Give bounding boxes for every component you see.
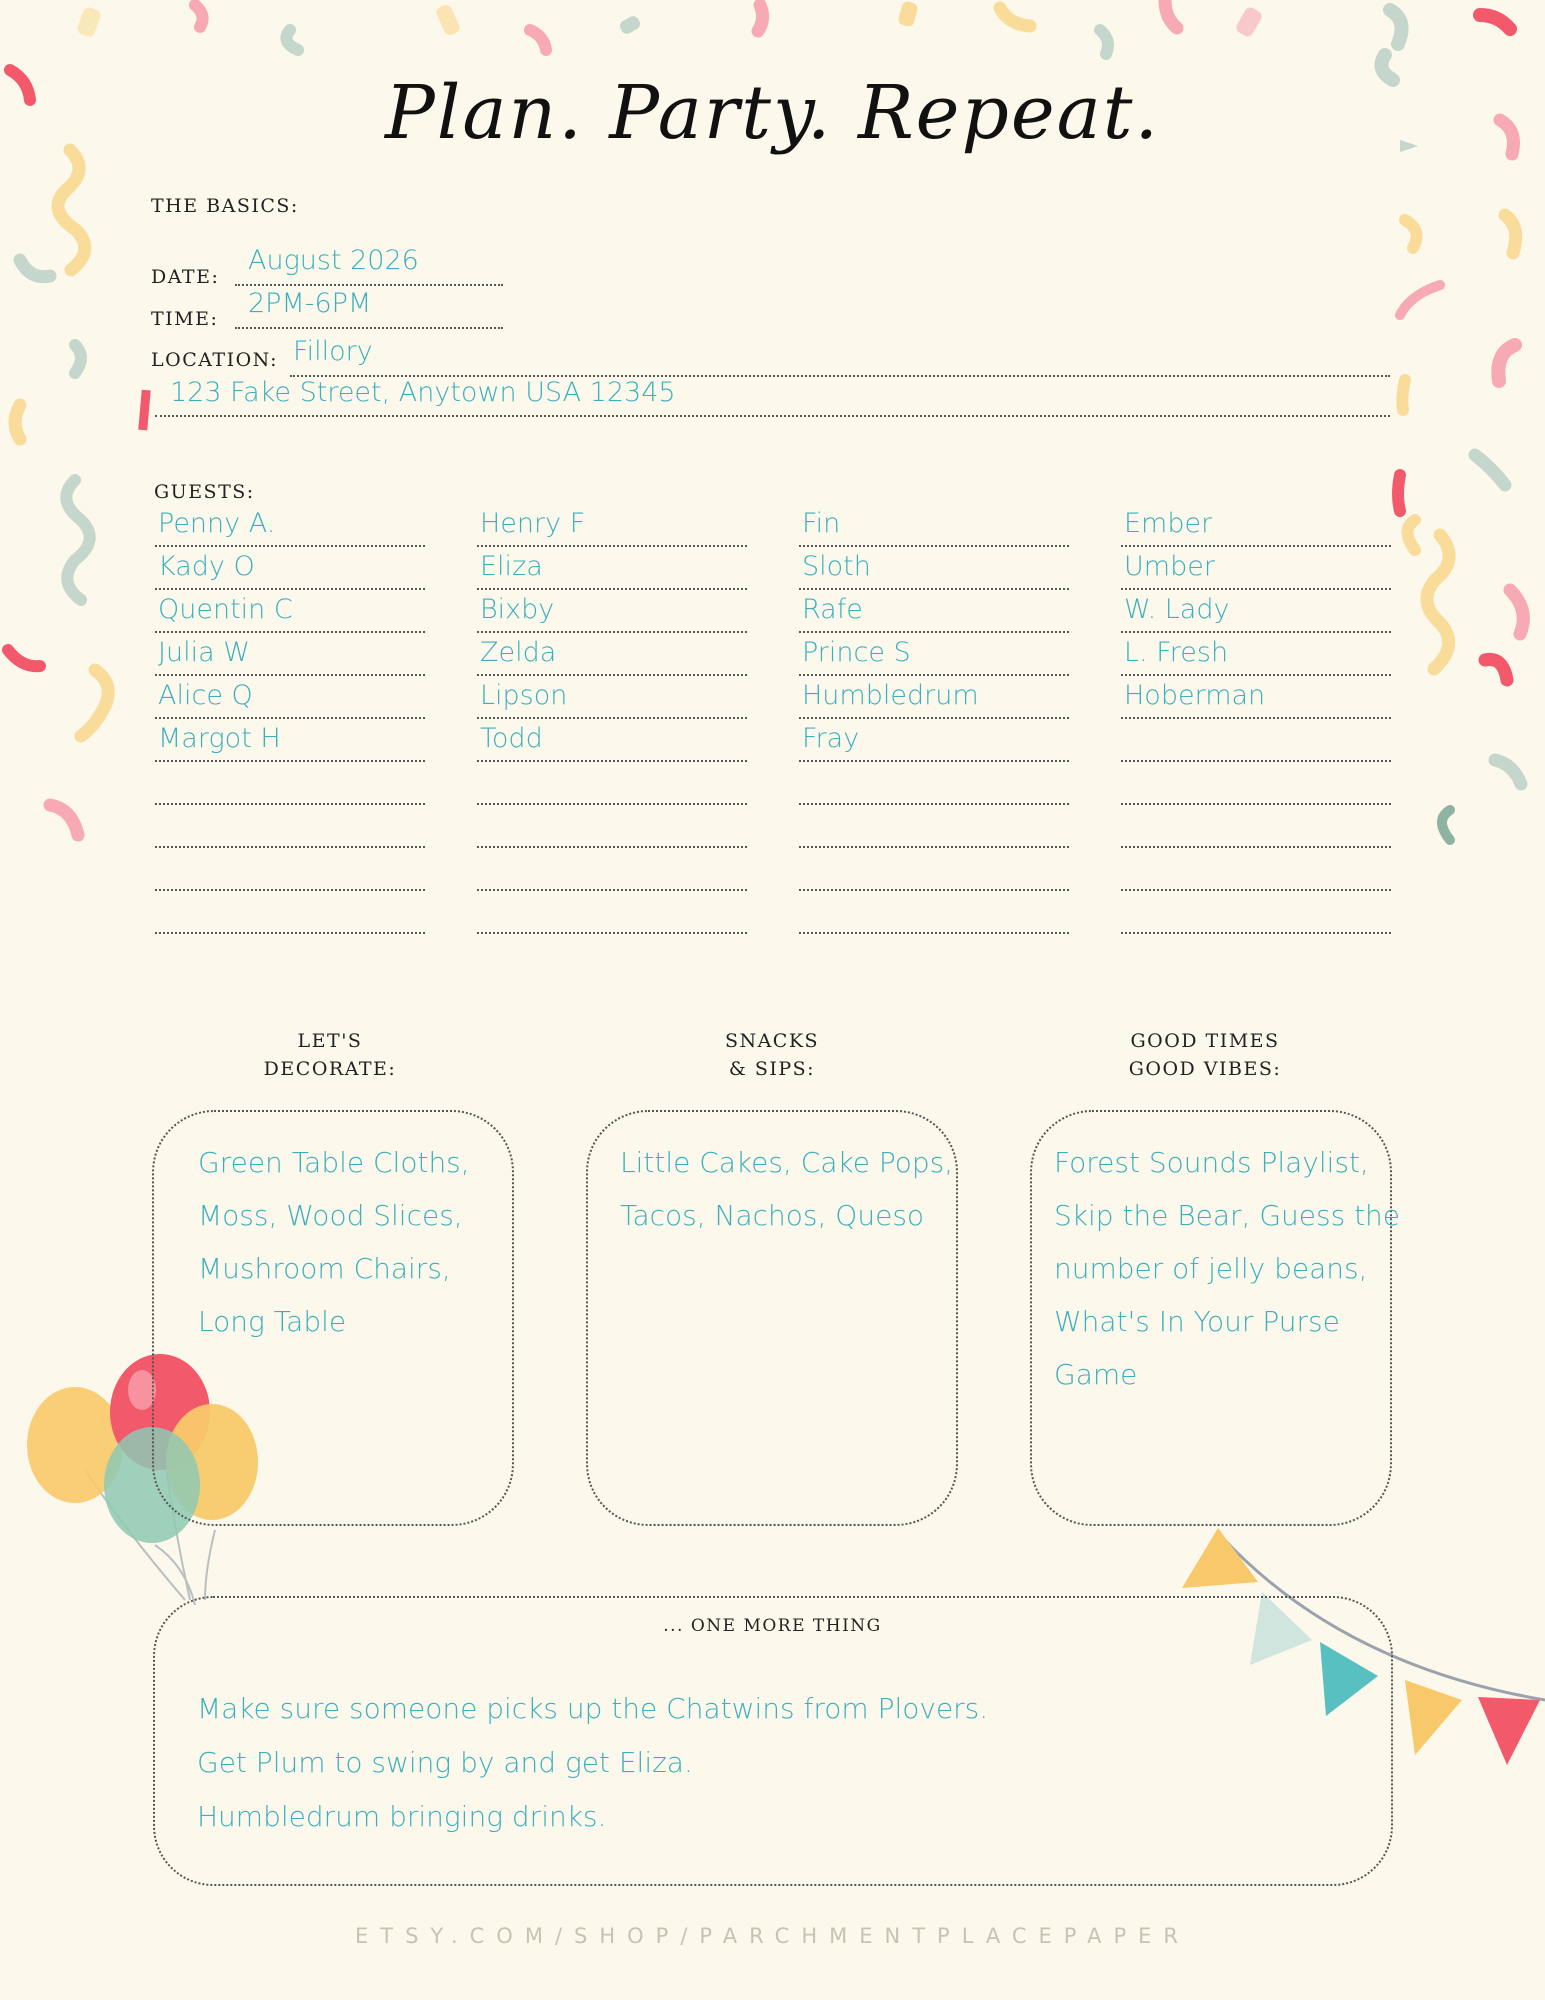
guest-line [477,932,747,934]
guest-line [1121,674,1391,676]
decorate-heading-line1: LET'S [297,1030,363,1052]
guest-line [799,803,1069,805]
section-item: What's In Your Purse [1054,1305,1340,1338]
section-item: Moss, Wood Slices, [198,1199,463,1232]
one-more-thing-box [153,1596,1393,1886]
guest-name: Eliza [480,551,543,582]
time-label: TIME: [151,308,219,330]
guest-name: Zelda [480,637,557,668]
guest-line [1121,717,1391,719]
address-value: 123 Fake Street, Anytown USA 12345 [170,377,676,408]
guest-name: Fray [802,723,860,754]
guest-line [155,846,425,848]
good-times-heading-line2: GOOD VIBES: [1128,1058,1282,1080]
good-times-heading [1075,1027,1335,1083]
section-item: Green Table Cloths, [198,1146,470,1179]
guest-line [1121,588,1391,590]
good-times-heading-line1: GOOD TIMES [1130,1030,1280,1052]
guest-line [155,760,425,762]
guest-line [155,803,425,805]
guests-heading: GUESTS: [154,481,255,503]
guest-name: Umber [1124,551,1215,582]
section-item: Long Table [198,1305,347,1338]
note-item: Get Plum to swing by and get Eliza. [197,1746,693,1779]
decorate-heading-line2: DECORATE: [263,1058,397,1080]
snacks-heading-line1: SNACKS [724,1030,820,1052]
section-item: Skip the Bear, Guess the [1054,1199,1401,1232]
one-more-thing-heading: ... ONE MORE THING [663,1616,882,1636]
section-item: number of jelly beans, [1054,1252,1368,1285]
guest-line [477,717,747,719]
section-item: Game [1054,1358,1138,1391]
guest-line [155,545,425,547]
date-label: DATE: [151,266,220,288]
guest-line [799,631,1069,633]
guest-name: Julia W [158,637,250,668]
note-item: Humbledrum bringing drinks. [197,1800,607,1833]
guest-line [477,588,747,590]
page-title: Plan. Party. Repeat. [384,70,1161,156]
guest-name: Hoberman [1124,680,1266,711]
footer-url: ETSY.COM/SHOP/PARCHMENTPLACEPAPER [354,1924,1191,1948]
guest-name: Todd [480,723,543,754]
guest-name: Alice Q [158,680,253,711]
guest-name: Penny A. [158,508,276,539]
guest-line [799,545,1069,547]
guest-line [799,846,1069,848]
guest-line [477,674,747,676]
guest-name: Lipson [480,680,568,711]
guest-line [1121,932,1391,934]
guest-line [799,588,1069,590]
guest-name: Prince S [802,637,911,668]
location-value: Fillory [293,336,373,367]
guest-line [1121,545,1391,547]
guest-line [799,717,1069,719]
guest-name: Bixby [480,594,555,625]
guest-name: Ember [1124,508,1213,539]
guest-line [799,760,1069,762]
guest-line [799,932,1069,934]
guest-name: Margot H [158,723,281,754]
guest-name: Fin [802,508,841,539]
section-item: Little Cakes, Cake Pops, [620,1146,954,1179]
date-value: August 2026 [248,245,419,276]
guest-line [477,631,747,633]
guest-name: Sloth [802,551,871,582]
decorate-heading [200,1027,460,1083]
section-item: Tacos, Nachos, Queso [620,1199,925,1232]
guest-line [155,588,425,590]
section-item: Forest Sounds Playlist, [1054,1146,1369,1179]
guest-line [477,803,747,805]
location-label: LOCATION: [151,349,279,371]
guest-line [155,674,425,676]
guest-line [155,631,425,633]
date-line [235,284,503,286]
guest-name: Quentin C [158,594,293,625]
basics-heading: THE BASICS: [151,195,299,217]
guest-line [1121,889,1391,891]
guest-name: Henry F [480,508,586,539]
address-line [155,415,1390,417]
guest-name: Humbledrum [802,680,979,711]
time-value: 2PM-6PM [248,288,372,319]
guest-line [477,889,747,891]
guest-line [1121,803,1391,805]
guest-line [155,889,425,891]
guest-line [799,889,1069,891]
guest-line [1121,760,1391,762]
guest-line [799,674,1069,676]
snacks-heading-line2: & SIPS: [728,1058,816,1080]
guest-line [477,846,747,848]
guest-line [477,545,747,547]
guest-name: Kady O [158,551,255,582]
time-line [235,327,503,329]
guest-line [155,717,425,719]
guest-line [155,932,425,934]
guest-line [1121,846,1391,848]
guest-name: L. Fresh [1124,637,1229,668]
snacks-heading [642,1027,902,1083]
guest-name: W. Lady [1124,594,1230,625]
guest-line [1121,631,1391,633]
guest-line [477,760,747,762]
guest-name: Rafe [802,594,863,625]
note-item: Make sure someone picks up the Chatwins from Plovers. [197,1692,989,1725]
section-item: Mushroom Chairs, [198,1252,451,1285]
